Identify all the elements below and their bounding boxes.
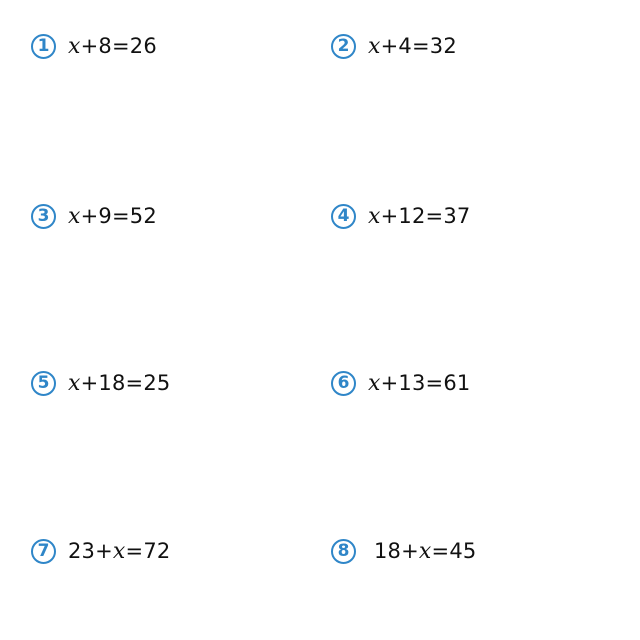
problem-2 (331, 31, 457, 61)
problem-number-7: 7 (31, 539, 56, 564)
problem-number-6: 6 (331, 371, 356, 396)
problem-number-2: 2 (331, 34, 356, 59)
clipped-header-text (0, 0, 640, 4)
problem-number-3: 3 (31, 204, 56, 229)
equation-2: x+4=32 (368, 33, 457, 59)
problem-number-5: 5 (31, 371, 56, 396)
equation-4: x+12=37 (368, 203, 471, 229)
equation-5: x+18=25 (68, 370, 171, 396)
equation-8: 18+x=45 (374, 538, 477, 564)
problem-3 (31, 201, 157, 231)
equation-3: x+9=52 (68, 203, 157, 229)
equation-1: x+8=26 (68, 33, 157, 59)
problem-6 (331, 368, 470, 398)
problem-1 (31, 31, 157, 61)
problem-7 (31, 536, 170, 566)
problem-number-8: 8 (331, 539, 356, 564)
problem-number-1: 1 (31, 34, 56, 59)
equation-7: 23+x=72 (68, 538, 171, 564)
problem-8 (331, 536, 476, 566)
equation-6: x+13=61 (368, 370, 471, 396)
problem-4 (331, 201, 470, 231)
problem-number-4: 4 (331, 204, 356, 229)
problem-5 (31, 368, 170, 398)
